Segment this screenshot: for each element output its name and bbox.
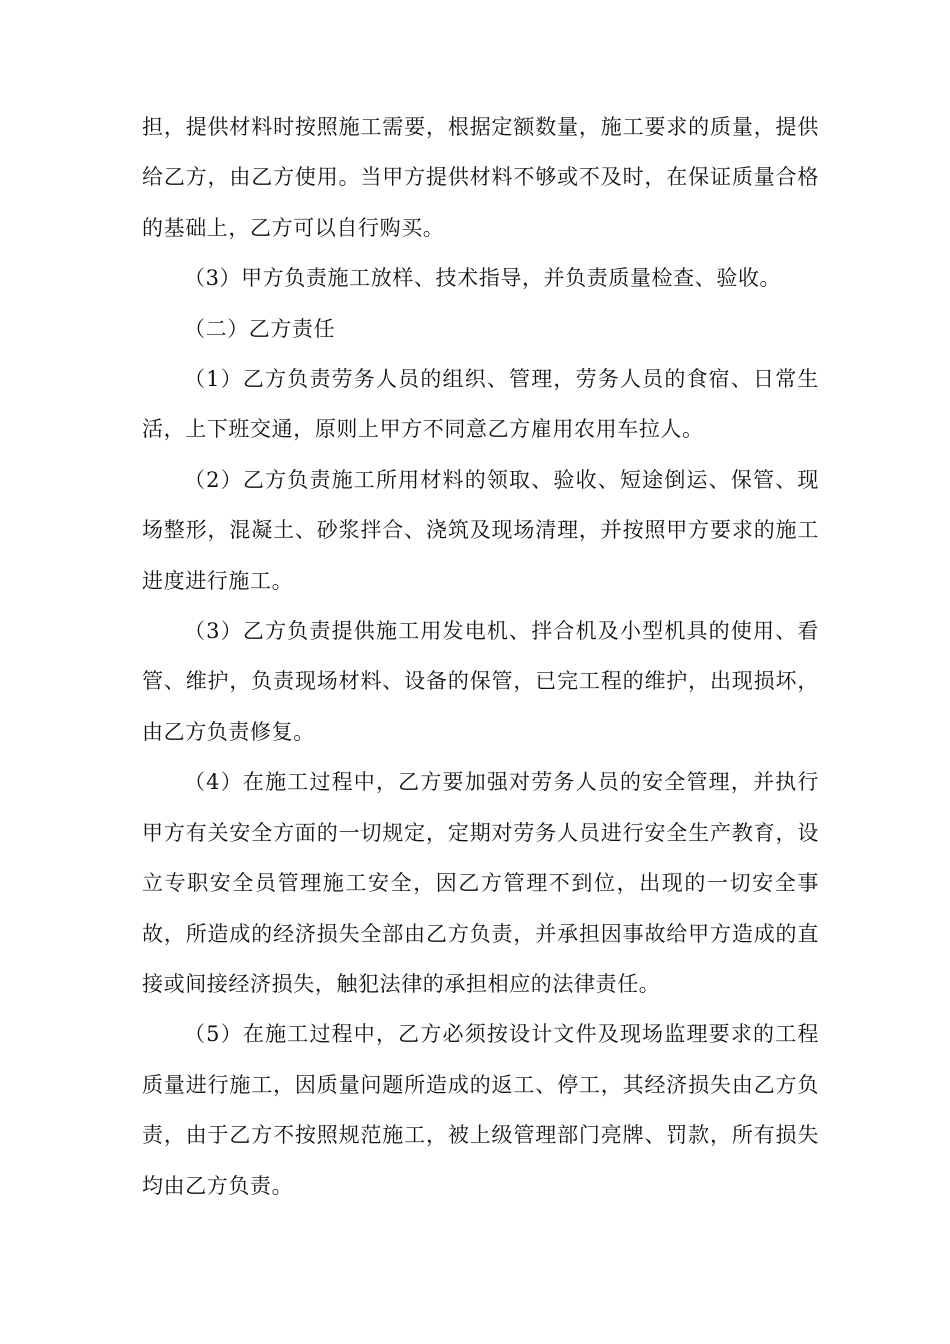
paragraph-party-b-item-5: （5）在施工过程中，乙方必须按设计文件及现场监理要求的工程质量进行施工，因质量问题所造成的返工、停工，其经济损失由乙方负责，由于乙方不按照规范施工，被上级管理部门亮牌、罚款，所有损失均由乙方负责。 <box>142 1022 819 1198</box>
paragraph-party-a-item-3: （3）甲方负责施工放样、技术指导，并负责质量检查、验收。 <box>184 266 782 291</box>
document-page <box>142 102 819 1211</box>
paragraph-party-b-item-3: （3）乙方负责提供施工用发电机、拌合机及小型机具的使用、看管、维护，负责现场材料、设备的保管，已完工程的维护，出现损坏，由乙方负责修复。 <box>142 619 819 744</box>
paragraph-party-b-item-2: （2）乙方负责施工所用材料的领取、验收、短途倒运、保管、现场整形，混凝土、砂浆拌合、浇筑及现场清理，并按照甲方要求的施工进度进行施工。 <box>142 467 819 593</box>
section-heading-party-b-responsibility: （二）乙方责任 <box>184 316 336 341</box>
paragraph-party-b-item-4: （4）在施工过程中，乙方要加强对劳务人员的安全管理，并执行甲方有关安全方面的一切规定，定期对劳务人员进行安全生产教育，设立专职安全员管理施工安全，因乙方管理不到位，出现的一切安全事故，所造成的经济损失全部由乙方负责，并承担因事故给甲方造成的直接或间接经济损失，触犯法律的承担相应的法律责任。 <box>142 770 819 996</box>
paragraph-party-b-item-1: （1）乙方负责劳务人员的组织、管理，劳务人员的食宿、日常生活，上下班交通，原则上甲方不同意乙方雇用农用车拉人。 <box>142 367 819 442</box>
paragraph-material-supply-continued: 担，提供材料时按照施工需要，根据定额数量，施工要求的质量，提供给乙方，由乙方使用。当甲方提供材料不够或不及时，在保证质量合格的基础上，乙方可以自行购买。 <box>142 115 819 240</box>
